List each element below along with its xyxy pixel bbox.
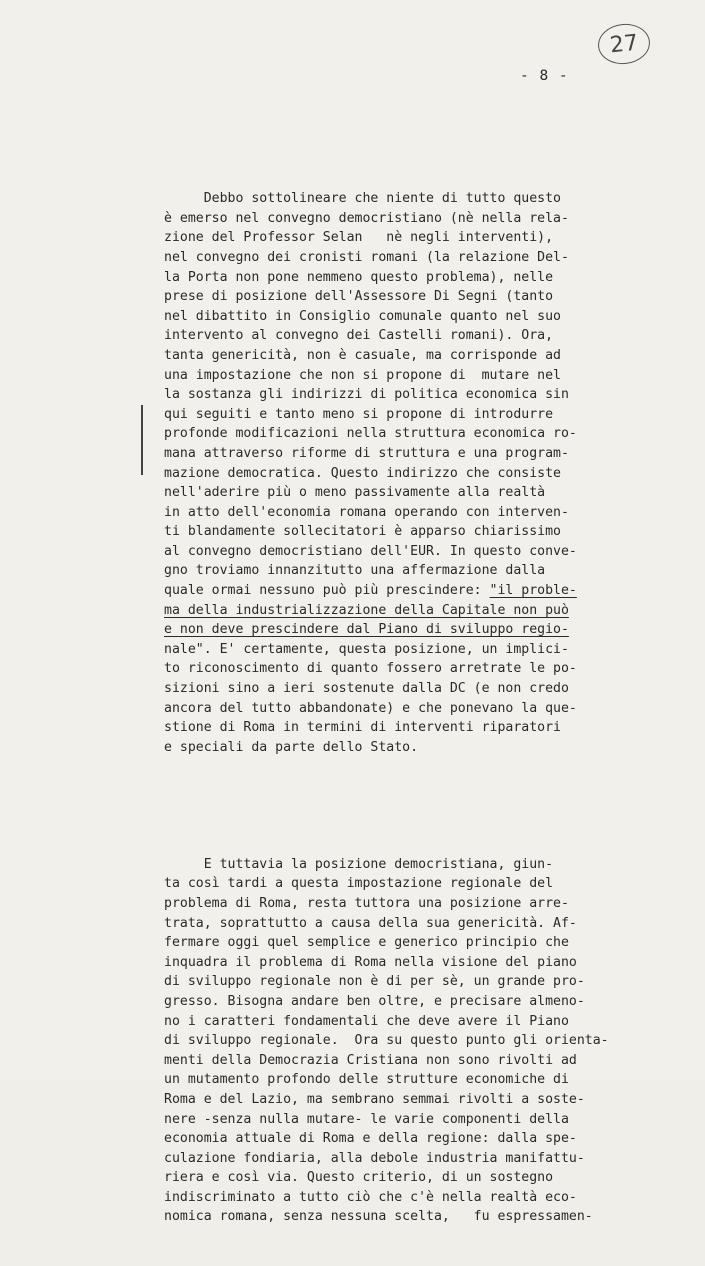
text-line: economia attuale di Roma e della regione: dalla spe- bbox=[164, 1131, 577, 1147]
text-line: di sviluppo regionale. Ora su questo punto gli orienta- bbox=[164, 1033, 609, 1049]
text-line: indiscriminato a tutto ciò che c'è nella realtà eco- bbox=[164, 1189, 577, 1205]
text-line: zione del Professor Selan nè negli interventi), bbox=[164, 230, 554, 246]
text-line: in atto dell'economia romana operando con interven- bbox=[164, 504, 569, 520]
text-line: menti della Democrazia Cristiana non sono rivolti ad bbox=[164, 1052, 577, 1068]
text-line: profonde modificazioni nella struttura economica ro- bbox=[164, 426, 577, 442]
page-number: - 8 - bbox=[520, 68, 569, 84]
margin-bracket bbox=[141, 405, 143, 475]
text-line: culazione fondiaria, alla debole industria manifattu- bbox=[164, 1150, 585, 1166]
text-line: Debbo sottolineare che niente di tutto questo bbox=[164, 191, 561, 207]
paragraph-1 bbox=[164, 189, 634, 757]
text-line: prese di posizione dell'Assessore Di Segni (tanto bbox=[164, 289, 554, 305]
text-line: nale". E' certamente, questa posizione, un implici- bbox=[164, 641, 569, 657]
text-line: sizioni sino a ieri sostenute dalla DC (e non credo bbox=[164, 681, 569, 697]
text-line: una impostazione che non si propone di mutare nel bbox=[164, 367, 561, 383]
text-line: ta così tardi a questa impostazione regionale del bbox=[164, 876, 554, 892]
text-line: nomica romana, senza nessuna scelta, fu espressamen- bbox=[164, 1209, 593, 1225]
text-line: nel convegno dei cronisti romani (la relazione Del- bbox=[164, 249, 569, 265]
underlined-quote-line: e non deve prescindere dal Piano di sviluppo regio- bbox=[164, 622, 569, 638]
text-line: al convegno democristiano dell'EUR. In questo conve- bbox=[164, 543, 577, 559]
text-line: qui seguiti e tanto meno si propone di introdurre bbox=[164, 406, 554, 422]
text-line: quale ormai nessuno può più prescindere: "il proble- bbox=[164, 583, 577, 599]
text-line: to riconoscimento di quanto fossero arretrate le po- bbox=[164, 661, 577, 677]
document-body bbox=[164, 150, 634, 1266]
text-line: mazione democratica. Questo indirizzo che consiste bbox=[164, 465, 561, 481]
text-line: nere -senza nulla mutare- le varie componenti della bbox=[164, 1111, 569, 1127]
text-line: inquadra il problema di Roma nella visione del piano bbox=[164, 954, 577, 970]
underlined-quote: "il proble- bbox=[489, 583, 577, 599]
text-line: e speciali da parte dello Stato. bbox=[164, 739, 419, 755]
text-line: è emerso nel convegno democristiano (nè nella rela- bbox=[164, 210, 569, 226]
text-line: stione di Roma in termini di interventi riparatori bbox=[164, 720, 561, 736]
text-line: Roma e del Lazio, ma sembrano semmai rivolti a soste- bbox=[164, 1091, 585, 1107]
text-line: la sostanza gli indirizzi di politica economica sin bbox=[164, 387, 569, 403]
text-line: un mutamento profondo delle strutture economiche di bbox=[164, 1072, 569, 1088]
underlined-quote-line: ma della industrializzazione della Capitale non può bbox=[164, 602, 569, 618]
text-line: intervento al convegno dei Castelli romani). Ora, bbox=[164, 328, 554, 344]
page-stamp: 27 bbox=[596, 21, 652, 66]
text-line: di sviluppo regionale non è di per sè, un grande pro- bbox=[164, 974, 585, 990]
text-line: ti blandamente sollecitatori è apparso chiarissimo bbox=[164, 524, 561, 540]
text-line: riera e così via. Questo criterio, di un sostegno bbox=[164, 1170, 554, 1186]
text-line: la Porta non pone nemmeno questo problema), nelle bbox=[164, 269, 554, 285]
text-line: gno troviamo innanzitutto una affermazione dalla bbox=[164, 563, 546, 579]
text-line: problema di Roma, resta tuttora una posizione arre- bbox=[164, 895, 569, 911]
text-line: no i caratteri fondamentali che deve avere il Piano bbox=[164, 1013, 569, 1029]
text-line: trata, soprattutto a causa della sua genericità. Af- bbox=[164, 915, 577, 931]
text-line: ancora del tutto abbandonate) e che ponevano la que- bbox=[164, 700, 577, 716]
paragraph-2 bbox=[164, 855, 634, 1227]
text-line: fermare oggi quel semplice e generico principio che bbox=[164, 935, 569, 951]
text-line: tanta genericità, non è casuale, ma corrisponde ad bbox=[164, 347, 561, 363]
text-line: gresso. Bisogna andare ben oltre, e precisare almeno- bbox=[164, 993, 585, 1009]
text-line: mana attraverso riforme di struttura e una program- bbox=[164, 445, 569, 461]
text-line: nell'aderire più o meno passivamente alla realtà bbox=[164, 485, 546, 501]
text-line: E tuttavia la posizione democristiana, giun- bbox=[164, 856, 554, 872]
text-line: nel dibattito in Consiglio comunale quanto nel suo bbox=[164, 308, 561, 324]
